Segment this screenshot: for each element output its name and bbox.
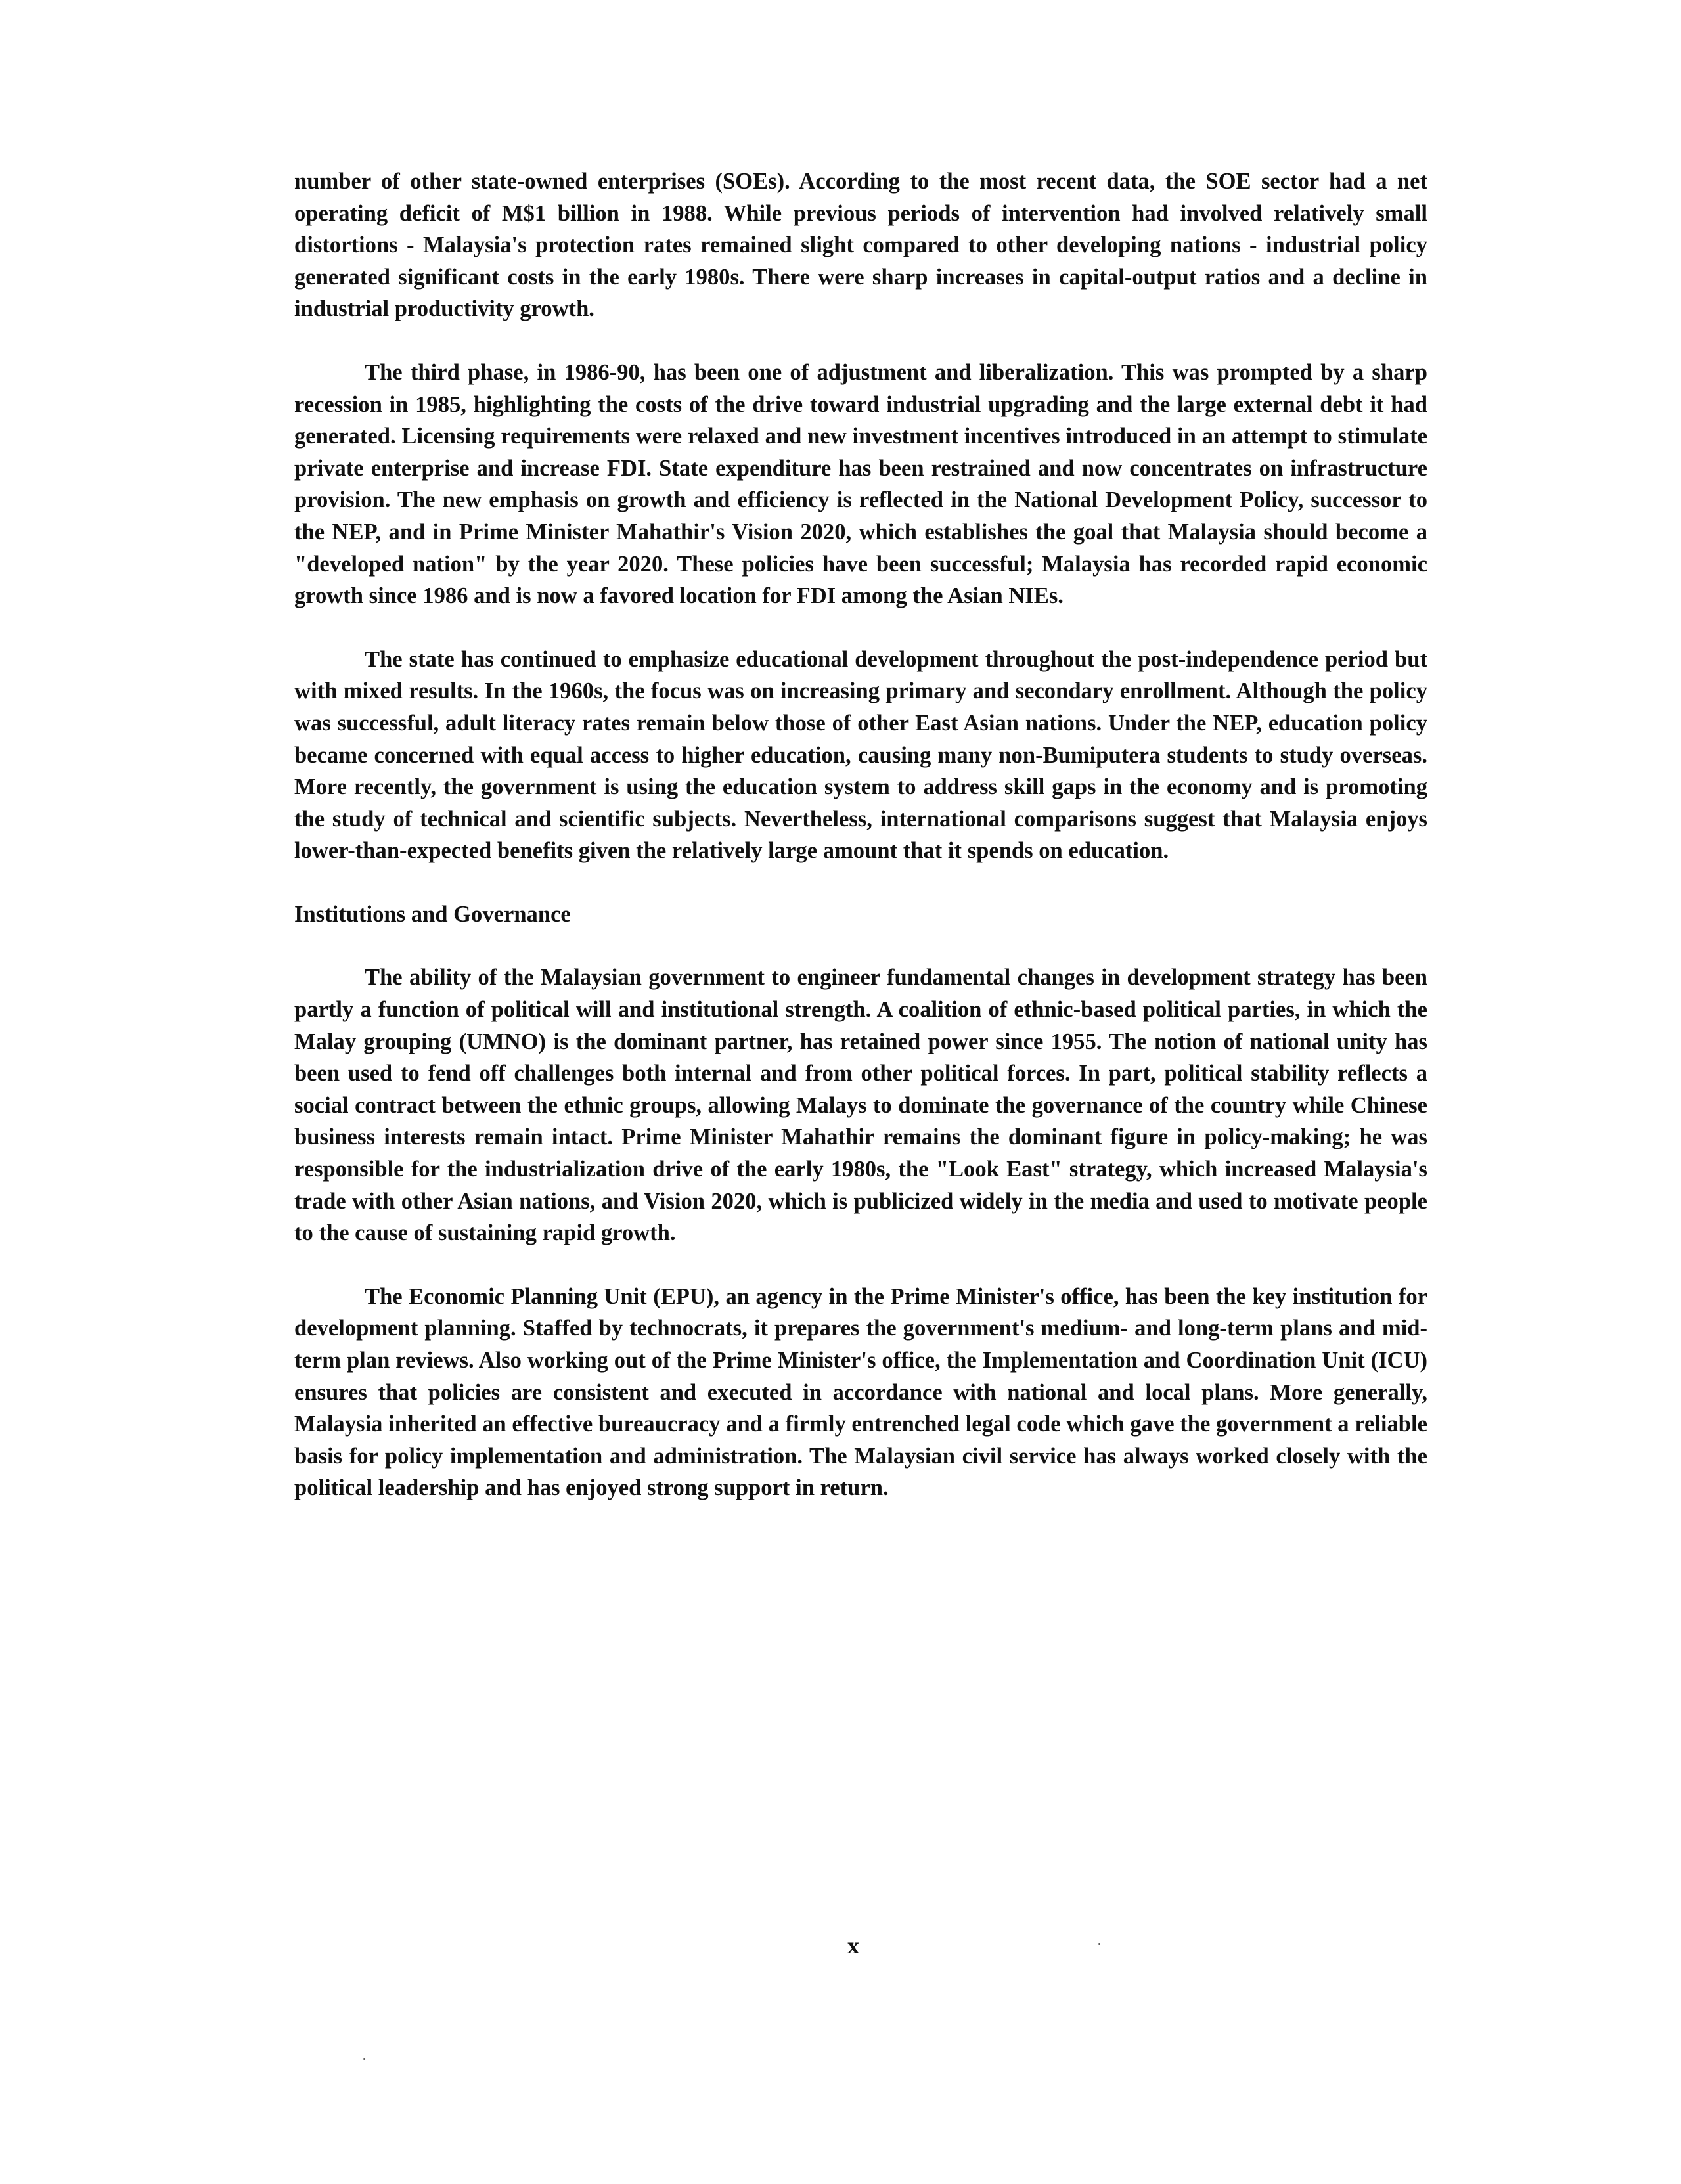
paragraph-education: The state has continued to emphasize educational development throughout the post-independence period but with mixed results. In the 1960s, the focus was on increasing primary and secondary enrollment. Although the policy was successful, adult literacy rates remain below those of other East Asian nations. Under the NEP, education policy became concerned with equal access to higher education, causing many non-Bumiputera students to study overseas. More recently, the government is using the education system to address skill gaps in the economy and is promoting the study of technical and scientific subjects. Nevertheless, international comparisons suggest that Malaysia enjoys lower-than-expected benefits given the relatively large amount that it spends on education. [294, 646, 1427, 864]
paragraph-epu: The Economic Planning Unit (EPU), an agency in the Prime Minister's office, has been the key institution for development planning. Staffed by technocrats, it prepares the government's medium- and long-term plans and mid-term plan reviews. Also working out of the Prime Minister's office, the Implementation and Coordination Unit (ICU) ensures that policies are consistent and executed in accordance with national and local plans. More generally, Malaysia inherited an effective bureaucracy and a firmly entrenched legal code which gave the government a reliable basis for policy implementation and administration. The Malaysian civil service has always worked closely with the political leadership and has enjoyed strong support in return. [294, 1283, 1427, 1501]
paragraph-third-phase: The third phase, in 1986-90, has been one of adjustment and liberalization. This was prompted by a sharp recession in 1985, highlighting the costs of the drive toward industrial upgrading and the large external debt it had generated. Licensing requirements were relaxed and new investment incentives introduced in an attempt to stimulate private enterprise and increase FDI. State expenditure has been restrained and now concentrates on infrastructure provision. The new emphasis on growth and efficiency is reflected in the National Development Policy, successor to the NEP, and in Prime Minister Mahathir's Vision 2020, which establishes the goal that Malaysia should become a "developed nation" by the year 2020. These policies have been successful; Malaysia has recorded rapid economic growth since 1986 and is now a favored location for FDI among the Asian NIEs. [294, 359, 1427, 609]
scan-speck [363, 2058, 365, 2060]
document-body [294, 166, 1427, 1504]
scan-speck [1098, 1943, 1100, 1945]
paragraph-soe-continuation: number of other state-owned enterprises (SOEs). According to the most recent data, the SOE sector had a net operating deficit of M$1 billion in 1988. While previous periods of intervention had involved relatively small distortions - Malaysia's protection rates remained slight compared to other developing nations - industrial policy generated significant costs in the early 1980s. There were sharp increases in capital-output ratios and a decline in industrial productivity growth. [294, 169, 1427, 322]
section-heading-institutions: Institutions and Governance [294, 901, 571, 927]
page-number: x [847, 1932, 859, 1959]
paragraph-government-ability: The ability of the Malaysian government to engineer fundamental changes in development strategy has been partly a function of political will and institutional strength. A coalition of ethnic-based political parties, in which the Malay grouping (UMNO) is the dominant partner, has retained power since 1955. The notion of national unity has been used to fend off challenges both internal and from other political forces. In part, political stability reflects a social contract between the ethnic groups, allowing Malays to dominate the governance of the country while Chinese business interests remain intact. Prime Minister Mahathir remains the dominant figure in policy-making; he was responsible for the industrialization drive of the early 1980s, the "Look East" strategy, which increased Malaysia's trade with other Asian nations, and Vision 2020, which is publicized widely in the media and used to motivate people to the cause of sustaining rapid growth. [294, 965, 1427, 1246]
